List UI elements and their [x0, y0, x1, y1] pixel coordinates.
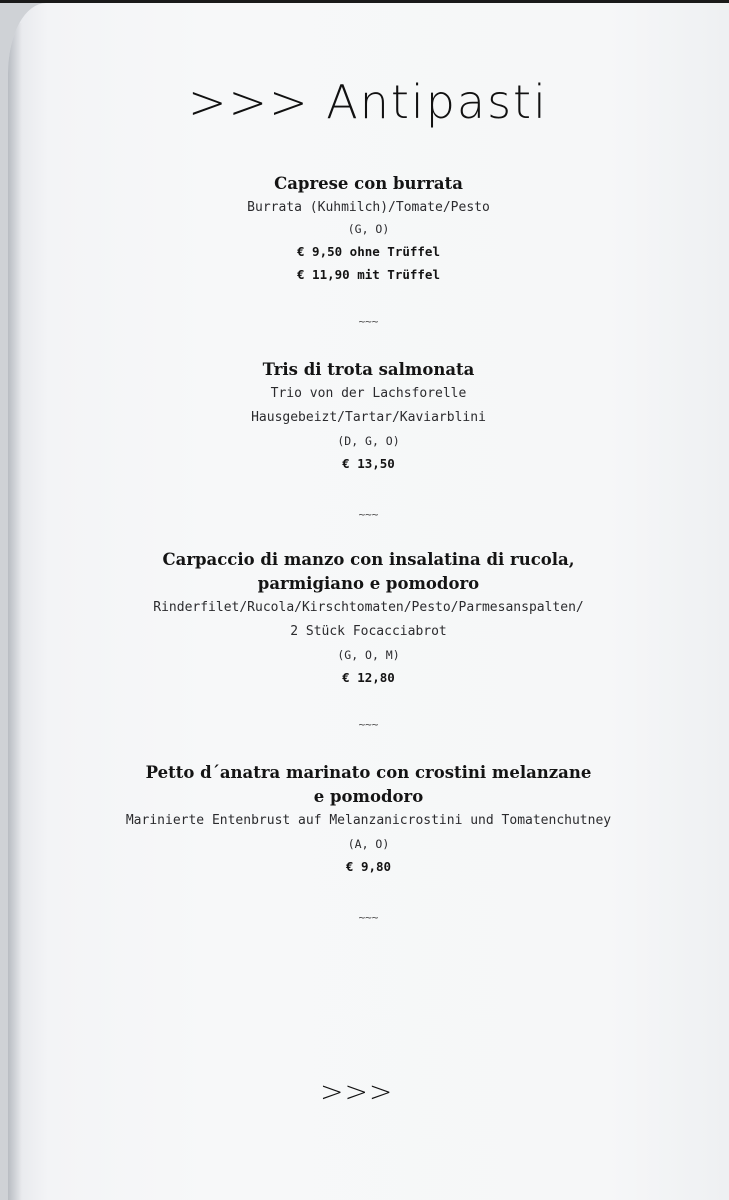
- dish-price: € 9,50 ohne Trüffel: [297, 244, 440, 259]
- dish-name: Carpaccio di manzo con insalatina di rucola,: [162, 550, 575, 569]
- menu-item-carpaccio: [8, 548, 729, 689]
- dish-price: € 13,50: [342, 456, 395, 471]
- dish-description: Burrata (Kuhmilch)/Tomate/Pesto: [247, 200, 490, 215]
- menu-item-tris-di-trota: [8, 358, 729, 475]
- dish-name: Tris di trota salmonata: [262, 360, 475, 379]
- dish-price: € 9,80: [345, 859, 392, 874]
- dish-description: Rinderfilet/Rucola/Kirschtomaten/Pesto/Parmesanspalten/: [153, 600, 584, 615]
- separator: ~~~: [358, 508, 379, 521]
- menu-page: [8, 3, 729, 1200]
- dish-description: 2 Stück Focacciabrot: [290, 624, 447, 639]
- separator: ~~~: [358, 718, 379, 731]
- dish-price: € 11,90 mit Trüffel: [297, 267, 440, 282]
- dish-description: Marinierte Entenbrust auf Melanzanicrostini und Tomatenchutney: [125, 813, 612, 828]
- dish-allergens: (G, O, M): [337, 648, 400, 662]
- dish-name: e pomodoro: [313, 787, 424, 806]
- section-title: >>> Antipasti: [188, 75, 548, 129]
- dish-allergens: (G, O): [347, 222, 390, 236]
- separator: ~~~: [358, 911, 379, 924]
- dish-name: Petto d´anatra marinato con crostini melanzane: [145, 763, 592, 782]
- menu-item-petto-d-anatra: [8, 761, 729, 878]
- dish-allergens: (D, G, O): [337, 434, 400, 448]
- separator: ~~~: [358, 315, 379, 328]
- dish-name: Caprese con burrata: [274, 174, 463, 193]
- dish-name: parmigiano e pomodoro: [257, 574, 480, 593]
- dish-description: Trio von der Lachsforelle: [270, 386, 467, 401]
- next-page-marker: >>>: [320, 1075, 394, 1108]
- dish-price: € 12,80: [342, 670, 395, 685]
- menu-item-caprese: [8, 172, 729, 286]
- dish-allergens: (A, O): [347, 837, 390, 851]
- dish-description: Hausgebeizt/Tartar/Kaviarblini: [251, 410, 486, 425]
